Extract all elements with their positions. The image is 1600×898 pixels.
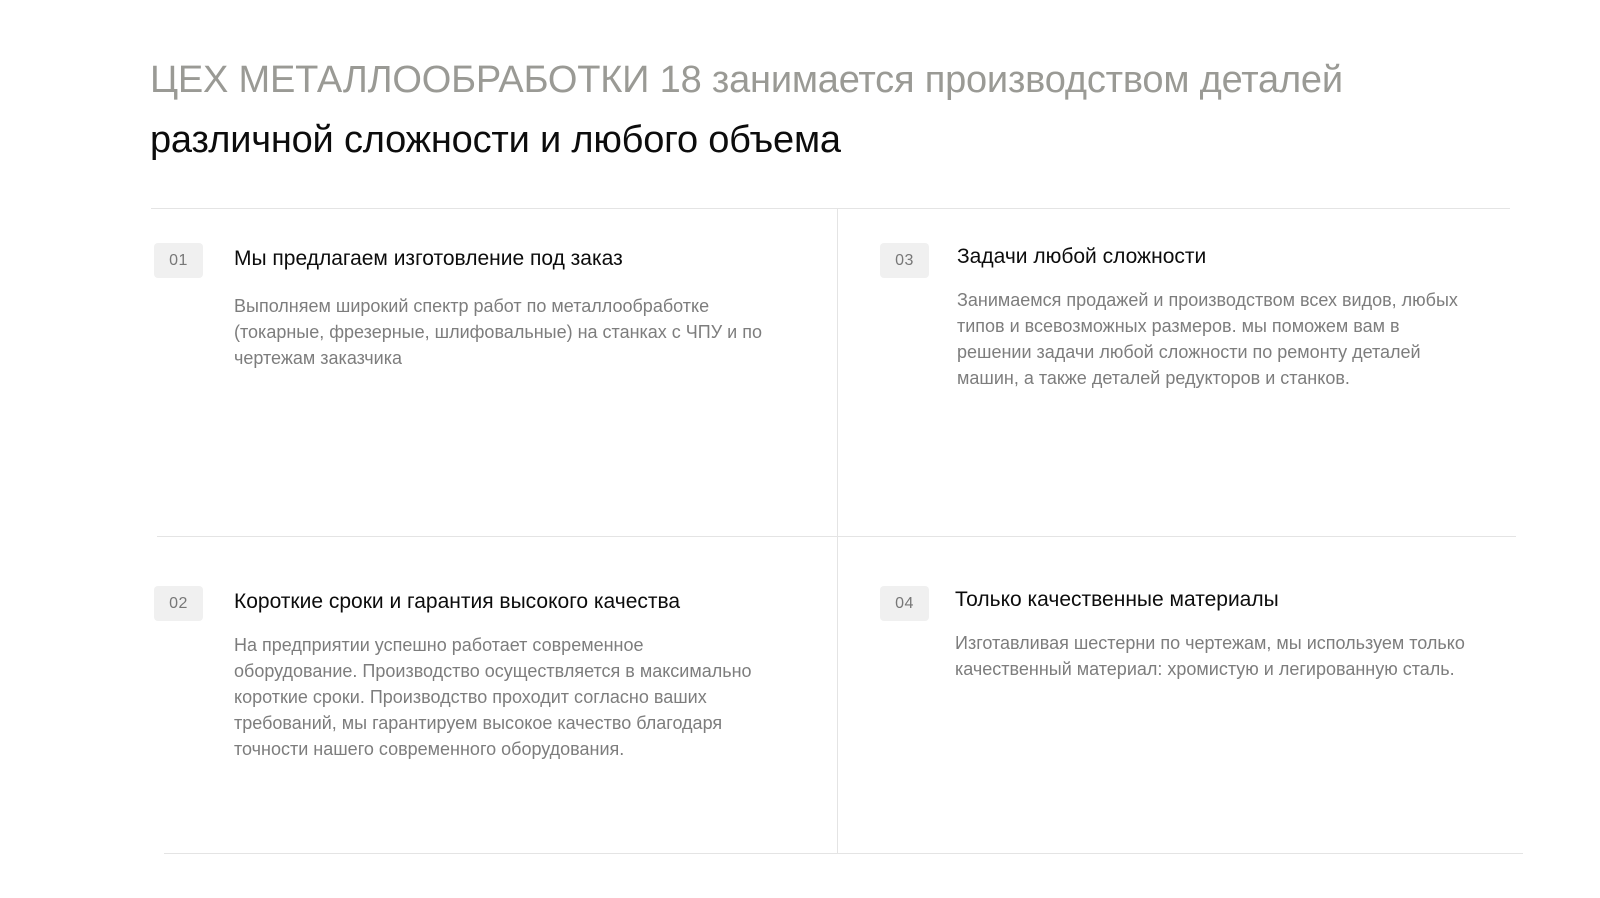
divider-top bbox=[151, 208, 1510, 209]
feature-description: Выполняем широкий спектр работ по металлообработке (токарные, фрезерные, шлифовальные) на станках с ЧПУ и по чертежам заказчика bbox=[234, 296, 762, 368]
feature-description: Изготавливая шестерни по чертежам, мы используем только качественный материал: хромистую и легированную сталь. bbox=[955, 633, 1465, 679]
feature-title: Мы предлагаем изготовление под заказ bbox=[234, 247, 623, 270]
feature-number-badge: 01 bbox=[154, 243, 203, 278]
feature-number-badge: 02 bbox=[154, 586, 203, 621]
feature-number-badge: 03 bbox=[880, 243, 929, 278]
feature-title: Только качественные материалы bbox=[955, 588, 1279, 611]
feature-title: Короткие сроки и гарантия высокого качества bbox=[234, 590, 681, 613]
divider-vertical bbox=[837, 208, 838, 853]
page-heading bbox=[150, 50, 1470, 170]
feature-description: Занимаемся продажей и производством всех видов, любых типов и всевозможных размеров. мы поможем вам в решении задачи любой сложности по ремонту деталей машин, а также деталей редукторов и станков. bbox=[957, 290, 1458, 388]
heading-muted-line: ЦЕХ МЕТАЛЛООБРАБОТКИ 18 занимается производством деталей bbox=[150, 59, 1343, 101]
feature-number-badge: 04 bbox=[880, 586, 929, 621]
feature-description: На предприятии успешно работает современное оборудование. Производство осуществляется в максимально короткие сроки. Производство проходит согласно ваших требований, мы гарантируем высокое качество благодаря точности нашего современного оборудования. bbox=[234, 635, 752, 759]
feature-title: Задачи любой сложности bbox=[957, 245, 1207, 268]
heading-dark-line: различной сложности и любого объема bbox=[150, 119, 841, 161]
divider-bottom bbox=[164, 853, 1523, 854]
